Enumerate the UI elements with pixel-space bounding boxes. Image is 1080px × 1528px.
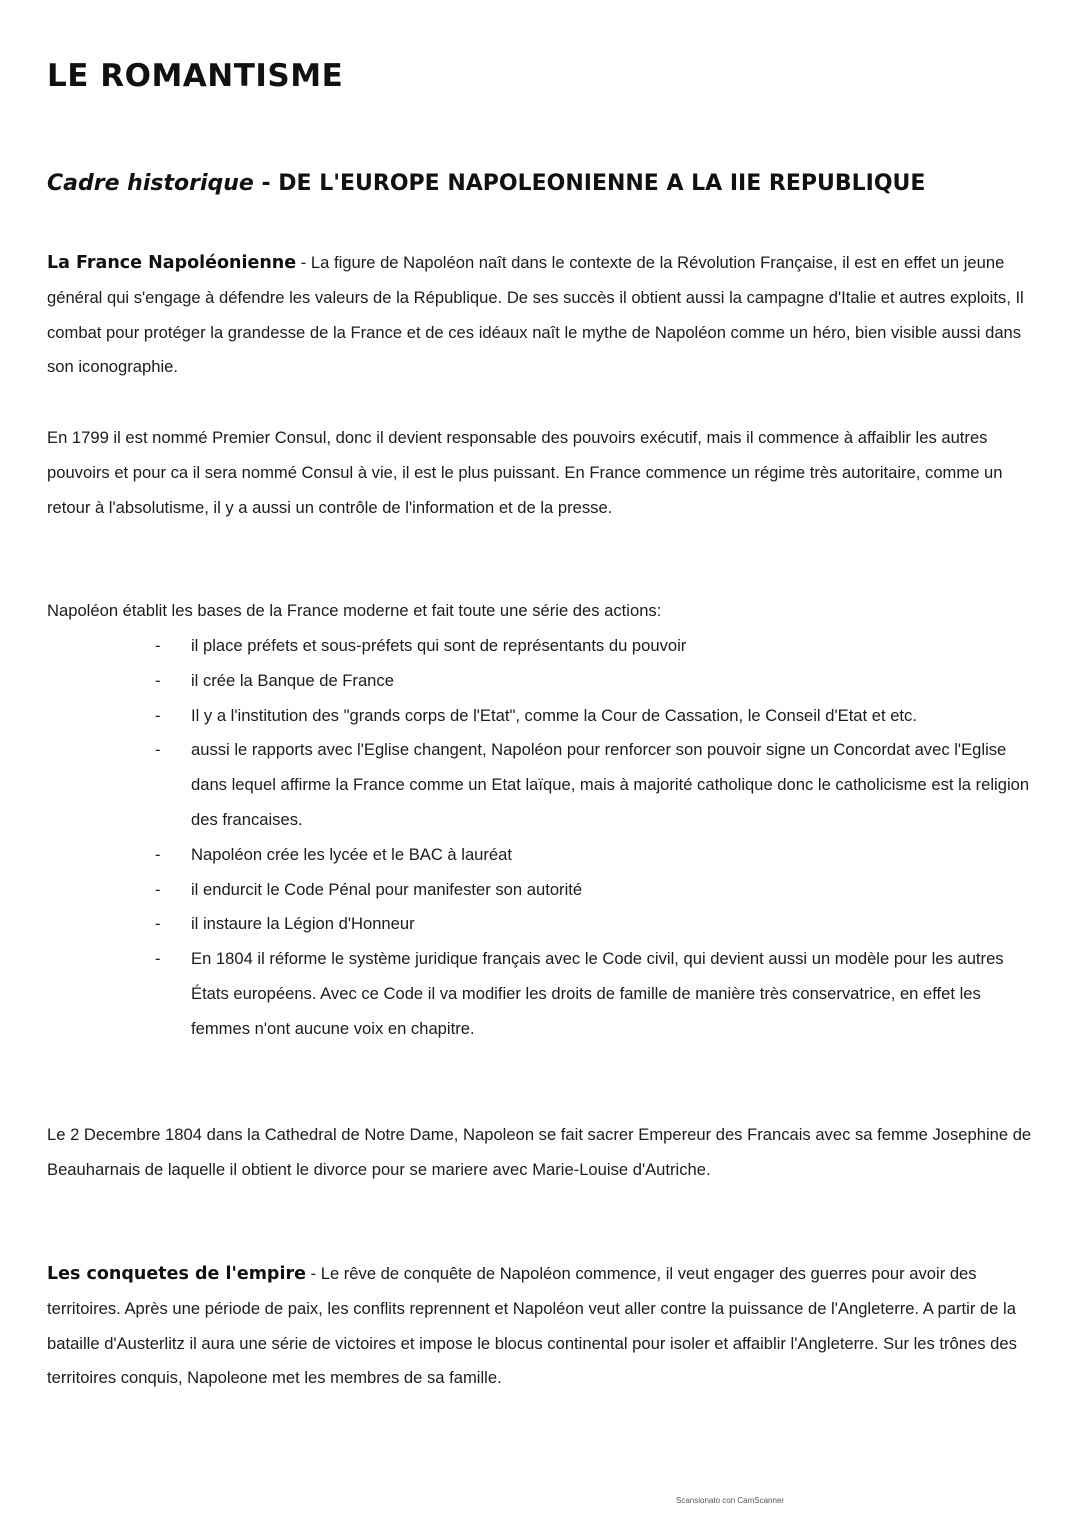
list-item-text: En 1804 il réforme le système juridique français avec le Code civil, qui devient aussi un modèle pour les autres États européens. Avec ce Code il va modifier les droits de famille de manière très conservatrice, en effet les femmes n'ont aucune voix en chapitre. (191, 949, 1004, 1038)
bullet-dash: - (155, 844, 161, 864)
paragraph-text: - La figure de Napoléon naît dans le contexte de la Révolution Française, il est en effet un jeune général qui s'engage à défendre les valeurs de la République. De ses succès il obtient aussi la campagne d'Italie et autres exploits, Il combat pour protéger la grandesse de la France et de ces idéaux naît le mythe de Napoléon comme un héro, bien visible aussi dans son iconographie. (47, 253, 1024, 377)
paragraph-conquetes (47, 1257, 1043, 1396)
bullet-dash: - (155, 949, 161, 969)
paragraph-lead: Les conquetes de l'empire (47, 1264, 306, 1284)
paragraph-lead: La France Napoléonienne (47, 253, 297, 273)
list-item-text: Napoléon crée les lycée et le BAC à lauréat (191, 844, 512, 864)
list-item (0, 699, 1043, 734)
paragraph-text: - Le rêve de conquête de Napoléon commence, il veut engager des guerres pour avoir des territoires. Après une période de paix, les conflits reprennent et Napoléon veut aller contre la puissance de l'Angleterre. A partir de la bataille d'Austerlitz il aura une série de victoires et impose le blocus continental pour isoler et affaiblir l'Angleterre. Sur les trônes des territoires conquis, Napoleone met les membres de sa famille. (47, 1264, 1017, 1388)
bullet-dash: - (155, 705, 161, 725)
document-title: LE ROMANTISME (47, 58, 344, 94)
section-heading-rest: - DE L'EUROPE NAPOLEONIENNE A LA IIE REPUBLIQUE (253, 171, 926, 196)
list-item-text: Il y a l'institution des "grands corps de l'Etat", comme la Cour de Cassation, le Conseil d'Etat et etc. (191, 705, 917, 725)
list-item (0, 629, 1043, 664)
bullet-dash: - (155, 740, 161, 760)
list-item (0, 838, 1043, 873)
list-item (0, 942, 1043, 1046)
bullet-dash: - (155, 914, 161, 934)
actions-list (0, 629, 1080, 1047)
list-item (0, 733, 1043, 837)
section-heading-italic: Cadre historique (47, 171, 254, 196)
list-item-text: il crée la Banque de France (191, 670, 394, 690)
list-item (0, 907, 1043, 942)
paragraph-france-napoleonienne (47, 246, 1043, 385)
paragraph-sacre: Le 2 Decembre 1804 dans la Cathedral de Notre Dame, Napoleon se fait sacrer Empereur des Francais avec sa femme Josephine de Beauharnais de laquelle il obtient le divorce pour se mariere avec Marie-Louise d'Autriche. (47, 1125, 1032, 1179)
paragraph-premier-consul: En 1799 il est nommé Premier Consul, donc il devient responsable des pouvoirs exécutif, mais il commence à affaiblir les autres pouvoirs et pour ca il sera nommé Consul à vie, il est le plus puissant. En France commence un régime très autoritaire, comme un retour à l'absolutisme, il y a aussi un contrôle de l'information et de la presse. (47, 428, 1003, 517)
paragraph-actions-intro: Napoléon établit les bases de la France moderne et fait toute une série des actions: (47, 601, 662, 620)
bullet-dash: - (155, 879, 161, 899)
list-item (0, 664, 1043, 699)
scanner-watermark: Scansionato con CamScanner (676, 1496, 785, 1505)
list-item (0, 873, 1043, 908)
list-item-text: il endurcit le Code Pénal pour manifester son autorité (191, 879, 583, 899)
list-item-text: il place préfets et sous-préfets qui sont de représentants du pouvoir (191, 636, 687, 655)
list-item-text: aussi le rapports avec l'Eglise changent, Napoléon pour renforcer son pouvoir signe un Concordat avec l'Eglise dans lequel affirme la France comme un Etat laïque, mais à majorité catholique donc le catholicisme est la religion des francaises. (191, 740, 1030, 829)
bullet-dash: - (155, 670, 161, 690)
section-heading (47, 171, 925, 196)
list-item-text: il instaure la Légion d'Honneur (191, 914, 415, 934)
bullet-dash: - (155, 636, 161, 655)
